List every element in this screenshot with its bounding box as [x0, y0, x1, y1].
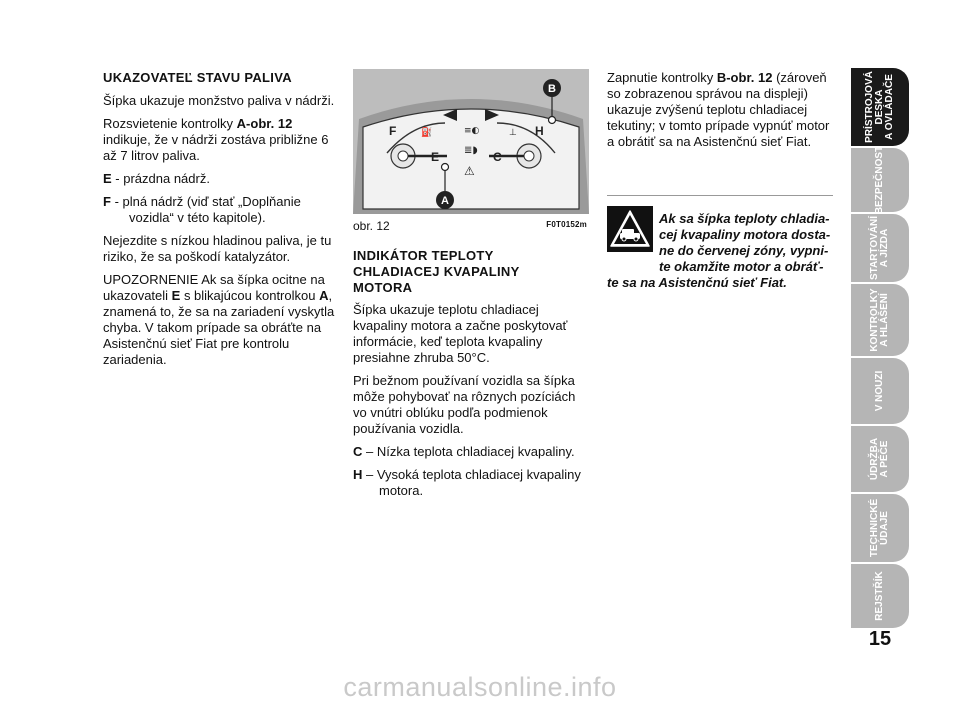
coolant-item-cold: C – Nízka teplota chladiacej kvapaliny.: [353, 444, 575, 459]
temp-cold-label: C: [493, 150, 502, 164]
low-beam-icon: ≣◗: [464, 145, 478, 156]
figure-caption: [353, 219, 589, 233]
instrument-cluster-illustration: [353, 69, 589, 214]
watermark: carmanualsonline.info: [343, 672, 617, 702]
tab-startovani[interactable]: STARTOVÁNÍ A JÍZDA: [851, 214, 909, 282]
coolant-paragraph-2: Pri bežnom používaní vozidla sa šípka môže pohybovať na rôznych pozíciách vo vnútri oblúku podľa podmienok používania vozidla.: [353, 373, 576, 436]
coolant-paragraph-1: Šípka ukazuje teplotu chladiacej kvapaliny motora a začne poskytovať informácie, keď teplota kvapaliny presiahne zhruba 50°C.: [353, 302, 568, 365]
tab-bezpecnost[interactable]: BEZPEČNOST: [851, 148, 909, 212]
callout-b-label: B: [548, 83, 556, 95]
tab-technicke-udaje[interactable]: TECHNICKÉ ÚDAJE: [851, 494, 909, 562]
tab-v-nouzi[interactable]: V NOUZI: [851, 358, 909, 424]
warning-divider: [607, 195, 833, 196]
hazard-icon: ⚠: [464, 164, 475, 178]
coolant-temp-section: [353, 248, 589, 506]
fuel-item-full: F - plná nádrž (viď stať „Doplňanie vozidla“ v této kapitole).: [103, 194, 301, 225]
coolant-temp-heading: INDIKÁTOR TEPLOTY CHLADIACEJ KVAPALINY MOTORA: [353, 248, 520, 295]
fuel-item-empty: E - prázdna nádrž.: [103, 171, 210, 186]
instrument-cluster-figure: [353, 69, 589, 214]
tab-udrzba[interactable]: ÚDRŽBA A PÉČE: [851, 426, 909, 492]
tab-rejstrik[interactable]: REJSTŘÍK: [851, 564, 909, 628]
callout-a-label: A: [441, 195, 449, 207]
fuel-gauge-section: [103, 70, 335, 375]
fog-light-icon: ≡◐: [464, 126, 480, 136]
coolant-temp-icon: ⊥: [509, 128, 517, 138]
fuel-full-label: F: [389, 124, 397, 138]
tab-pristrojova-deska[interactable]: PRÍSTROJOVÁ DESKA A OVLÁDAČE: [851, 68, 909, 146]
fuel-paragraph-1: Šípka ukazuje monžstvo paliva v nádrži.: [103, 93, 335, 108]
coolant-warning-note: Ak sa šípka teploty chladia- cej kvapaliny motora dosta- ne do červenej zóny, vypni- te okamžite motor a obráť- te sa na Asistenčnú sieť Fiat.: [607, 211, 831, 290]
tab-kontrolky[interactable]: KONTROLKY A HLÁŠENÍ: [851, 284, 909, 356]
fuel-pump-icon: ⛽: [421, 128, 433, 138]
fuel-paragraph-2: Rozsvietenie kontrolky A-obr. 12 indikuje, že v nádrži zostáva približne 6 až 7 litrov paliva.: [103, 116, 329, 163]
figure-caption-text: obr. 12: [353, 219, 390, 233]
temp-warning-light: [549, 117, 556, 124]
fuel-warning-paragraph: UPOZORNENIE Ak sa šípka ocitne na ukazovateli E s blikajúcou kontrolkou A, znamená to, že sa na zariadení vyskytla chyba. V takom prípade sa obráťte na Asistenčnú sieť Fiat pre kontrolu zariadenia.: [103, 272, 335, 367]
fuel-empty-label: E: [431, 150, 440, 164]
temp-hot-label: H: [535, 124, 544, 138]
coolant-warning-light-paragraph: Zapnutie kontrolky B-obr. 12 (zároveň so zobrazenou správou na displeji) ukazuje zvýšenú teplotu chladiacej tekutiny; v tomto prípade vypnúť motor a obrátiť sa na Asistenčnú sieť Fiat.: [607, 70, 830, 149]
figure-code: F0T0152m: [546, 220, 587, 229]
fuel-gauge-heading: UKAZOVATEĽ STAVU PALIVA: [103, 70, 292, 85]
page-number: 15: [868, 628, 892, 650]
fuel-paragraph-3: Nejezdite s nízkou hladinou paliva, je tu riziko, že sa poškodí katalyzátor.: [103, 233, 332, 264]
fuel-reserve-light: [442, 164, 449, 171]
coolant-warning-section: [607, 70, 833, 157]
coolant-item-hot: H – Vysoká teplota chladiacej kvapaliny motora.: [353, 467, 581, 498]
